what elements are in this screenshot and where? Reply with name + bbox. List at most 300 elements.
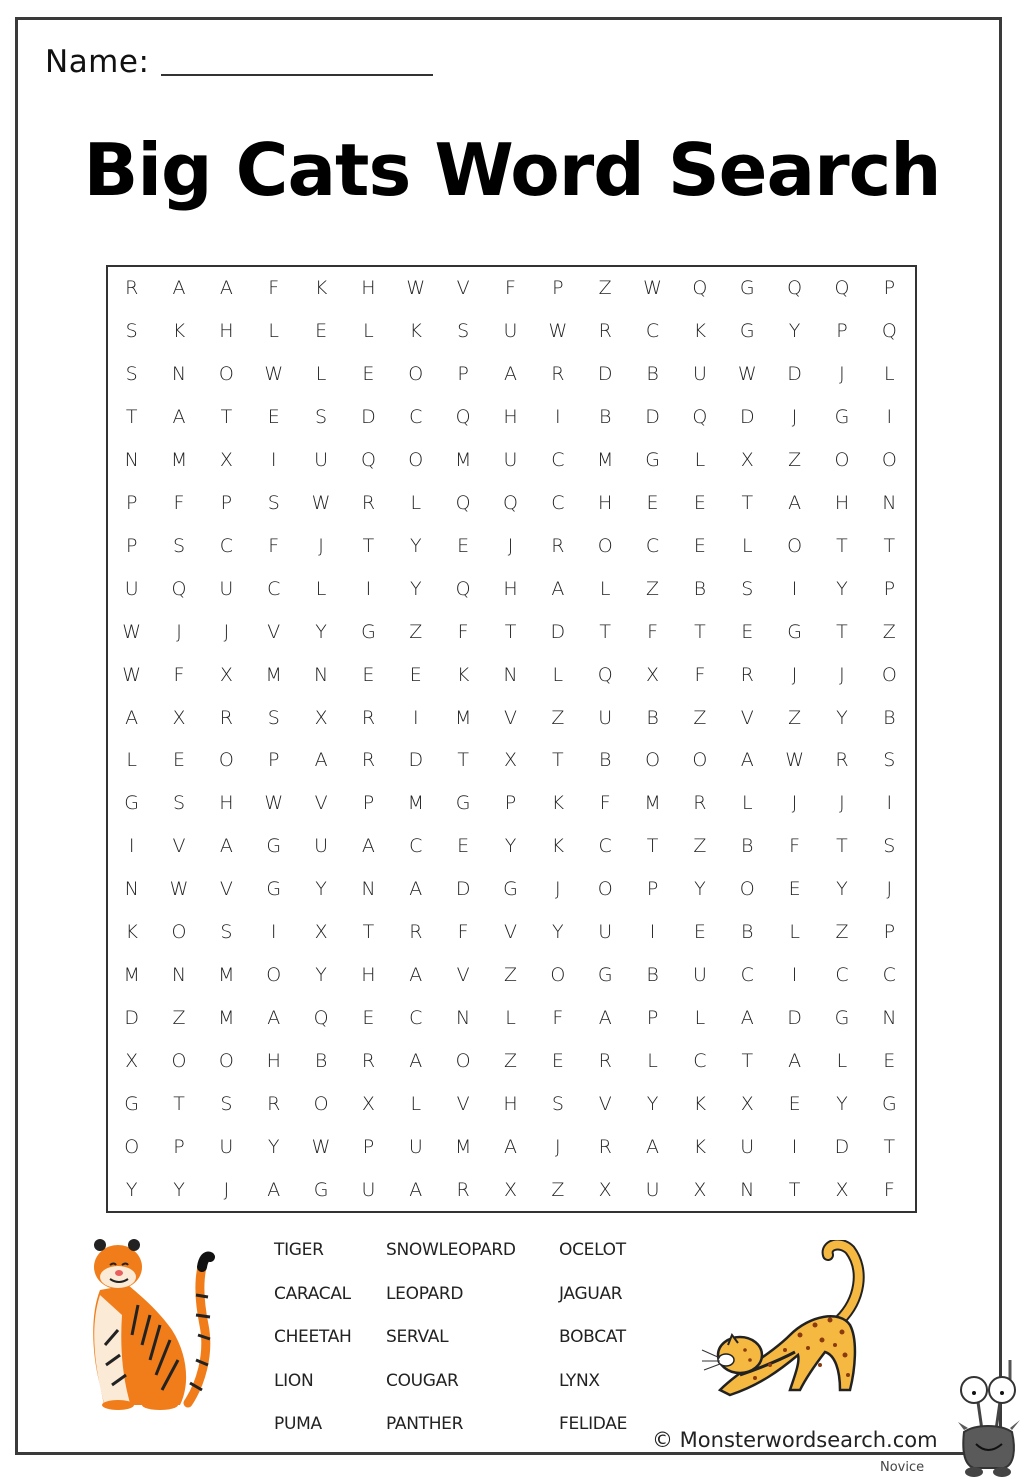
- grid-cell[interactable]: G: [787, 620, 802, 643]
- grid-cell[interactable]: L: [315, 577, 327, 600]
- grid-cell[interactable]: C: [219, 534, 234, 557]
- grid-cell[interactable]: F: [789, 835, 801, 858]
- grid-cell[interactable]: P: [646, 878, 659, 901]
- grid-cell[interactable]: O: [787, 534, 803, 557]
- grid-cell[interactable]: L: [599, 577, 611, 600]
- grid-cell[interactable]: C: [409, 835, 423, 858]
- grid-cell[interactable]: H: [266, 1049, 281, 1072]
- grid-cell[interactable]: L: [410, 491, 422, 514]
- grid-cell[interactable]: H: [503, 406, 518, 429]
- grid-cell[interactable]: T: [883, 534, 896, 557]
- grid-cell[interactable]: V: [740, 706, 754, 729]
- grid-cell[interactable]: R: [219, 706, 233, 729]
- grid-cell[interactable]: O: [739, 878, 755, 901]
- grid-cell[interactable]: S: [267, 706, 280, 729]
- grid-cell[interactable]: M: [454, 1135, 472, 1158]
- grid-cell[interactable]: B: [598, 406, 612, 429]
- grid-cell[interactable]: Y: [836, 878, 848, 901]
- grid-cell[interactable]: H: [219, 320, 234, 343]
- grid-cell[interactable]: X: [646, 663, 660, 686]
- grid-cell[interactable]: R: [409, 921, 423, 944]
- grid-cell[interactable]: E: [409, 663, 422, 686]
- grid-cell[interactable]: R: [693, 792, 707, 815]
- grid-cell[interactable]: R: [267, 1092, 281, 1115]
- grid-cell[interactable]: Z: [503, 1049, 517, 1072]
- grid-cell[interactable]: Y: [552, 921, 564, 944]
- grid-cell[interactable]: Z: [503, 963, 517, 986]
- grid-cell[interactable]: V: [456, 277, 470, 300]
- grid-cell[interactable]: M: [454, 706, 472, 729]
- grid-cell[interactable]: C: [835, 963, 849, 986]
- grid-cell[interactable]: G: [739, 320, 755, 343]
- grid-cell[interactable]: W: [548, 320, 568, 343]
- grid-cell[interactable]: O: [218, 363, 234, 386]
- grid-cell[interactable]: E: [693, 534, 706, 557]
- grid-cell[interactable]: Y: [315, 963, 327, 986]
- grid-cell[interactable]: K: [456, 663, 470, 686]
- grid-cell[interactable]: P: [836, 320, 848, 343]
- grid-cell[interactable]: M: [123, 963, 140, 986]
- grid-cell[interactable]: Q: [503, 491, 518, 514]
- grid-cell[interactable]: Q: [597, 663, 613, 686]
- grid-cell[interactable]: A: [409, 1049, 423, 1072]
- grid-cell[interactable]: D: [787, 1006, 802, 1029]
- grid-cell[interactable]: U: [124, 577, 139, 600]
- grid-cell[interactable]: W: [406, 277, 426, 300]
- grid-cell[interactable]: V: [267, 620, 281, 643]
- grid-cell[interactable]: O: [645, 749, 661, 772]
- grid-cell[interactable]: C: [598, 835, 612, 858]
- grid-cell[interactable]: L: [884, 363, 895, 386]
- name-blank-line[interactable]: [161, 40, 433, 76]
- grid-cell[interactable]: R: [361, 1049, 376, 1072]
- grid-cell[interactable]: F: [268, 534, 280, 557]
- grid-cell[interactable]: Y: [267, 1135, 280, 1158]
- grid-cell[interactable]: T: [599, 620, 611, 643]
- grid-cell[interactable]: E: [173, 749, 186, 772]
- grid-cell[interactable]: J: [839, 792, 845, 815]
- grid-cell[interactable]: S: [551, 1092, 564, 1115]
- grid-cell[interactable]: S: [220, 921, 233, 944]
- grid-cell[interactable]: T: [836, 620, 848, 643]
- grid-cell[interactable]: W: [643, 277, 662, 300]
- grid-cell[interactable]: P: [883, 277, 896, 300]
- grid-cell[interactable]: M: [218, 963, 235, 986]
- grid-cell[interactable]: A: [172, 406, 186, 429]
- grid-cell[interactable]: L: [741, 792, 753, 815]
- grid-cell[interactable]: F: [457, 921, 469, 944]
- grid-cell[interactable]: O: [408, 449, 424, 472]
- grid-cell[interactable]: I: [886, 406, 893, 429]
- grid-cell[interactable]: I: [649, 921, 656, 944]
- grid-cell[interactable]: W: [785, 749, 804, 772]
- grid-cell[interactable]: E: [267, 406, 280, 429]
- grid-cell[interactable]: T: [173, 1092, 185, 1115]
- grid-cell[interactable]: R: [598, 1049, 612, 1072]
- grid-cell[interactable]: C: [693, 1049, 707, 1072]
- grid-cell[interactable]: A: [267, 1006, 281, 1029]
- grid-cell[interactable]: J: [886, 878, 893, 901]
- grid-cell[interactable]: I: [365, 577, 372, 600]
- grid-cell[interactable]: G: [313, 1178, 329, 1201]
- grid-cell[interactable]: Z: [551, 1178, 565, 1201]
- grid-cell[interactable]: R: [551, 534, 565, 557]
- grid-cell[interactable]: R: [361, 749, 376, 772]
- grid-cell[interactable]: Q: [313, 1006, 329, 1029]
- grid-cell[interactable]: G: [597, 963, 613, 986]
- grid-cell[interactable]: R: [361, 706, 376, 729]
- grid-cell[interactable]: Z: [409, 620, 423, 643]
- grid-cell[interactable]: X: [693, 1178, 707, 1201]
- grid-cell[interactable]: Y: [315, 620, 327, 643]
- grid-cell[interactable]: P: [883, 921, 896, 944]
- grid-cell[interactable]: S: [741, 577, 754, 600]
- grid-cell[interactable]: E: [457, 534, 470, 557]
- grid-cell[interactable]: Y: [125, 1178, 138, 1201]
- grid-cell[interactable]: E: [362, 663, 375, 686]
- grid-cell[interactable]: A: [172, 277, 186, 300]
- grid-cell[interactable]: A: [409, 1178, 423, 1201]
- grid-cell[interactable]: Q: [360, 449, 376, 472]
- grid-cell[interactable]: Z: [788, 449, 802, 472]
- grid-cell[interactable]: T: [741, 1049, 754, 1072]
- grid-cell[interactable]: J: [555, 1135, 561, 1158]
- grid-cell[interactable]: F: [173, 491, 185, 514]
- grid-cell[interactable]: G: [645, 449, 660, 472]
- grid-cell[interactable]: E: [362, 1006, 375, 1029]
- grid-cell[interactable]: G: [266, 878, 282, 901]
- grid-cell[interactable]: S: [125, 363, 138, 386]
- grid-cell[interactable]: R: [125, 277, 139, 300]
- grid-cell[interactable]: L: [741, 534, 753, 557]
- grid-cell[interactable]: B: [693, 577, 707, 600]
- grid-cell[interactable]: X: [503, 749, 517, 772]
- grid-cell[interactable]: Z: [882, 620, 896, 643]
- grid-cell[interactable]: Q: [171, 577, 187, 600]
- grid-cell[interactable]: D: [787, 363, 802, 386]
- grid-cell[interactable]: K: [551, 835, 565, 858]
- grid-cell[interactable]: M: [218, 1006, 235, 1029]
- grid-cell[interactable]: P: [883, 577, 896, 600]
- grid-cell[interactable]: D: [455, 878, 471, 901]
- grid-cell[interactable]: D: [645, 406, 660, 429]
- grid-cell[interactable]: S: [315, 406, 328, 429]
- grid-cell[interactable]: C: [882, 963, 896, 986]
- grid-cell[interactable]: A: [267, 1178, 281, 1201]
- grid-cell[interactable]: F: [505, 277, 516, 300]
- grid-cell[interactable]: W: [122, 663, 142, 686]
- grid-cell[interactable]: T: [694, 620, 706, 643]
- grid-cell[interactable]: G: [503, 878, 518, 901]
- grid-cell[interactable]: A: [219, 835, 233, 858]
- grid-cell[interactable]: R: [740, 663, 754, 686]
- grid-cell[interactable]: W: [311, 491, 331, 514]
- grid-cell[interactable]: X: [740, 449, 754, 472]
- grid-cell[interactable]: U: [219, 1135, 234, 1158]
- grid-cell[interactable]: J: [318, 534, 324, 557]
- grid-cell[interactable]: O: [124, 1135, 140, 1158]
- grid-cell[interactable]: T: [457, 749, 469, 772]
- grid-cell[interactable]: N: [361, 878, 376, 901]
- grid-cell[interactable]: S: [883, 835, 896, 858]
- grid-cell[interactable]: L: [268, 320, 280, 343]
- grid-cell[interactable]: U: [740, 1135, 755, 1158]
- grid-cell[interactable]: P: [552, 277, 564, 300]
- grid-cell[interactable]: T: [883, 1135, 896, 1158]
- grid-cell[interactable]: V: [456, 963, 470, 986]
- grid-cell[interactable]: L: [647, 1049, 658, 1072]
- grid-cell[interactable]: B: [741, 835, 754, 858]
- grid-cell[interactable]: C: [267, 577, 281, 600]
- grid-cell[interactable]: S: [125, 320, 138, 343]
- grid-cell[interactable]: U: [503, 320, 518, 343]
- grid-cell[interactable]: A: [788, 491, 802, 514]
- grid-cell[interactable]: S: [220, 1092, 233, 1115]
- grid-cell[interactable]: L: [363, 320, 374, 343]
- grid-cell[interactable]: X: [219, 663, 233, 686]
- grid-cell[interactable]: M: [644, 792, 661, 815]
- grid-cell[interactable]: X: [598, 1178, 612, 1201]
- grid-cell[interactable]: O: [597, 534, 613, 557]
- grid-cell[interactable]: C: [551, 491, 565, 514]
- grid-cell[interactable]: N: [124, 449, 139, 472]
- grid-cell[interactable]: P: [173, 1135, 185, 1158]
- grid-cell[interactable]: H: [598, 491, 613, 514]
- grid-cell[interactable]: T: [646, 835, 659, 858]
- grid-cell[interactable]: V: [503, 706, 517, 729]
- grid-cell[interactable]: V: [598, 1092, 612, 1115]
- grid-cell[interactable]: D: [550, 620, 566, 643]
- grid-cell[interactable]: I: [791, 963, 798, 986]
- grid-cell[interactable]: O: [597, 878, 613, 901]
- grid-cell[interactable]: K: [314, 277, 328, 300]
- grid-cell[interactable]: E: [741, 620, 754, 643]
- grid-cell[interactable]: B: [598, 749, 612, 772]
- grid-cell[interactable]: E: [693, 491, 706, 514]
- grid-cell[interactable]: F: [268, 277, 280, 300]
- grid-cell[interactable]: O: [408, 363, 424, 386]
- grid-cell[interactable]: G: [361, 620, 376, 643]
- grid-cell[interactable]: U: [219, 577, 234, 600]
- grid-cell[interactable]: J: [839, 663, 845, 686]
- grid-cell[interactable]: L: [315, 363, 327, 386]
- grid-cell[interactable]: C: [409, 1006, 423, 1029]
- grid-cell[interactable]: D: [834, 1135, 850, 1158]
- grid-cell[interactable]: W: [264, 363, 284, 386]
- grid-cell[interactable]: U: [598, 921, 613, 944]
- grid-cell[interactable]: R: [598, 1135, 612, 1158]
- grid-cell[interactable]: U: [503, 449, 518, 472]
- grid-cell[interactable]: J: [791, 406, 798, 429]
- grid-cell[interactable]: D: [739, 406, 755, 429]
- grid-cell[interactable]: B: [646, 363, 659, 386]
- grid-cell[interactable]: O: [218, 749, 234, 772]
- grid-cell[interactable]: N: [171, 363, 187, 386]
- grid-cell[interactable]: F: [552, 1006, 564, 1029]
- grid-cell[interactable]: E: [551, 1049, 564, 1072]
- grid-cell[interactable]: L: [694, 1006, 706, 1029]
- grid-cell[interactable]: T: [362, 534, 375, 557]
- grid-cell[interactable]: K: [693, 320, 707, 343]
- grid-cell[interactable]: S: [267, 491, 280, 514]
- grid-cell[interactable]: A: [740, 749, 754, 772]
- grid-cell[interactable]: U: [314, 835, 329, 858]
- grid-cell[interactable]: S: [883, 749, 896, 772]
- grid-cell[interactable]: X: [314, 706, 328, 729]
- grid-cell[interactable]: Y: [409, 577, 422, 600]
- grid-cell[interactable]: Y: [694, 878, 706, 901]
- grid-cell[interactable]: Z: [693, 835, 707, 858]
- grid-cell[interactable]: G: [124, 1092, 140, 1115]
- grid-cell[interactable]: G: [739, 277, 755, 300]
- grid-cell[interactable]: Q: [834, 277, 850, 300]
- grid-cell[interactable]: F: [883, 1178, 895, 1201]
- grid-cell[interactable]: V: [456, 1092, 470, 1115]
- grid-cell[interactable]: S: [457, 320, 470, 343]
- grid-cell[interactable]: O: [313, 1092, 329, 1115]
- grid-cell[interactable]: N: [124, 878, 139, 901]
- grid-cell[interactable]: A: [219, 277, 233, 300]
- grid-cell[interactable]: I: [128, 835, 135, 858]
- grid-cell[interactable]: T: [836, 534, 848, 557]
- grid-cell[interactable]: N: [313, 663, 329, 686]
- grid-cell[interactable]: O: [455, 1049, 471, 1072]
- grid-cell[interactable]: P: [646, 1006, 659, 1029]
- grid-cell[interactable]: P: [362, 1135, 375, 1158]
- grid-cell[interactable]: W: [122, 620, 142, 643]
- grid-cell[interactable]: O: [171, 921, 187, 944]
- grid-cell[interactable]: H: [503, 1092, 518, 1115]
- grid-cell[interactable]: R: [456, 1178, 470, 1201]
- grid-cell[interactable]: I: [886, 792, 893, 815]
- grid-cell[interactable]: T: [788, 1178, 801, 1201]
- grid-cell[interactable]: L: [694, 449, 706, 472]
- grid-cell[interactable]: F: [173, 663, 185, 686]
- grid-cell[interactable]: C: [551, 449, 565, 472]
- grid-cell[interactable]: A: [740, 1006, 754, 1029]
- grid-cell[interactable]: G: [124, 792, 140, 815]
- grid-cell[interactable]: Y: [646, 1092, 659, 1115]
- grid-cell[interactable]: S: [172, 534, 186, 557]
- grid-cell[interactable]: D: [408, 749, 424, 772]
- grid-cell[interactable]: O: [834, 449, 850, 472]
- grid-cell[interactable]: C: [645, 320, 660, 343]
- grid-cell[interactable]: K: [172, 320, 186, 343]
- grid-cell[interactable]: Y: [836, 1092, 848, 1115]
- grid-cell[interactable]: L: [126, 749, 137, 772]
- grid-cell[interactable]: N: [171, 963, 187, 986]
- grid-cell[interactable]: H: [361, 277, 376, 300]
- grid-cell[interactable]: Z: [835, 921, 849, 944]
- grid-cell[interactable]: T: [220, 406, 233, 429]
- grid-cell[interactable]: A: [646, 1135, 660, 1158]
- grid-cell[interactable]: A: [503, 1135, 517, 1158]
- grid-cell[interactable]: O: [881, 449, 897, 472]
- grid-cell[interactable]: Y: [315, 878, 327, 901]
- grid-cell[interactable]: B: [314, 1049, 328, 1072]
- grid-cell[interactable]: R: [835, 749, 849, 772]
- grid-cell[interactable]: Q: [692, 277, 708, 300]
- grid-cell[interactable]: Y: [409, 534, 422, 557]
- grid-cell[interactable]: A: [361, 835, 375, 858]
- grid-cell[interactable]: E: [362, 363, 375, 386]
- grid-cell[interactable]: V: [172, 835, 186, 858]
- grid-cell[interactable]: X: [503, 1178, 517, 1201]
- grid-cell[interactable]: J: [839, 363, 845, 386]
- grid-cell[interactable]: H: [503, 577, 518, 600]
- grid-cell[interactable]: Z: [172, 1006, 186, 1029]
- grid-cell[interactable]: O: [171, 1049, 187, 1072]
- grid-cell[interactable]: X: [361, 1092, 375, 1115]
- grid-cell[interactable]: K: [693, 1092, 707, 1115]
- grid-cell[interactable]: Q: [787, 277, 803, 300]
- grid-cell[interactable]: G: [834, 1006, 850, 1029]
- grid-cell[interactable]: N: [740, 1178, 755, 1201]
- grid-cell[interactable]: F: [599, 792, 611, 815]
- grid-cell[interactable]: X: [125, 1049, 139, 1072]
- grid-cell[interactable]: U: [692, 963, 707, 986]
- grid-cell[interactable]: I: [270, 449, 277, 472]
- grid-cell[interactable]: P: [267, 749, 280, 772]
- grid-cell[interactable]: B: [741, 921, 754, 944]
- grid-cell[interactable]: F: [694, 663, 706, 686]
- grid-cell[interactable]: I: [791, 1135, 798, 1158]
- grid-cell[interactable]: U: [645, 1178, 660, 1201]
- grid-cell[interactable]: A: [409, 878, 423, 901]
- grid-cell[interactable]: M: [170, 449, 188, 472]
- grid-cell[interactable]: T: [836, 835, 848, 858]
- grid-cell[interactable]: M: [596, 449, 614, 472]
- grid-cell[interactable]: V: [219, 878, 233, 901]
- grid-cell[interactable]: Y: [788, 320, 801, 343]
- grid-cell[interactable]: N: [503, 663, 518, 686]
- grid-cell[interactable]: Q: [692, 406, 708, 429]
- grid-cell[interactable]: B: [646, 706, 659, 729]
- grid-cell[interactable]: A: [503, 363, 517, 386]
- grid-cell[interactable]: N: [456, 1006, 471, 1029]
- grid-cell[interactable]: A: [314, 749, 328, 772]
- grid-cell[interactable]: Q: [455, 577, 471, 600]
- grid-cell[interactable]: X: [314, 921, 328, 944]
- grid-cell[interactable]: Q: [455, 491, 471, 514]
- grid-cell[interactable]: Z: [598, 277, 612, 300]
- grid-cell[interactable]: O: [881, 663, 897, 686]
- grid-cell[interactable]: W: [311, 1135, 331, 1158]
- grid-cell[interactable]: E: [788, 1092, 801, 1115]
- grid-cell[interactable]: F: [457, 620, 469, 643]
- grid-cell[interactable]: W: [169, 878, 189, 901]
- grid-cell[interactable]: S: [172, 792, 186, 815]
- grid-cell[interactable]: W: [264, 792, 284, 815]
- grid-cell[interactable]: N: [882, 491, 897, 514]
- grid-cell[interactable]: K: [409, 320, 423, 343]
- grid-cell[interactable]: X: [740, 1092, 754, 1115]
- grid-cell[interactable]: M: [454, 449, 472, 472]
- grid-cell[interactable]: T: [125, 406, 138, 429]
- grid-cell[interactable]: Y: [173, 1178, 185, 1201]
- grid-cell[interactable]: Y: [836, 577, 848, 600]
- grid-cell[interactable]: G: [881, 1092, 897, 1115]
- grid-cell[interactable]: P: [125, 534, 138, 557]
- grid-cell[interactable]: J: [555, 878, 561, 901]
- grid-cell[interactable]: X: [172, 706, 186, 729]
- grid-cell[interactable]: P: [220, 491, 233, 514]
- grid-cell[interactable]: J: [507, 534, 514, 557]
- grid-cell[interactable]: V: [314, 792, 328, 815]
- grid-cell[interactable]: U: [692, 363, 707, 386]
- grid-cell[interactable]: R: [598, 320, 612, 343]
- grid-cell[interactable]: D: [597, 363, 613, 386]
